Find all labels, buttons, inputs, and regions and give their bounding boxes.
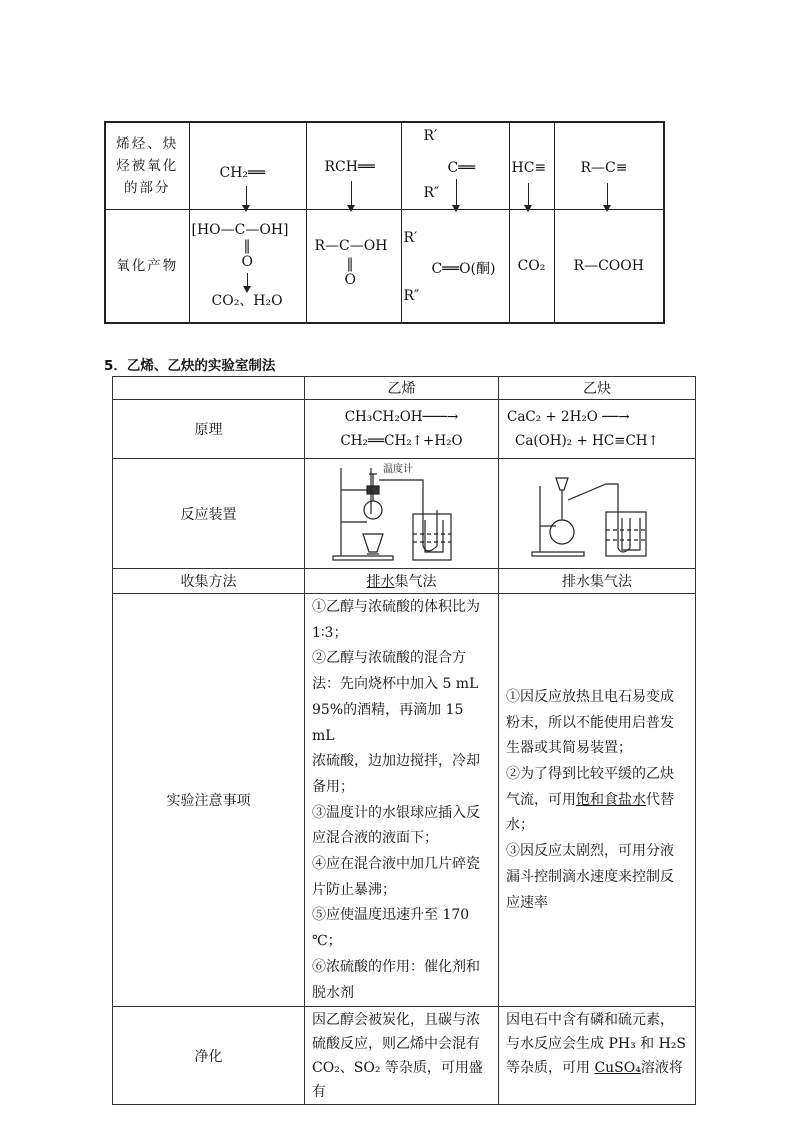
- acetylene-note-line: 粉末，所以不能使用启普发: [506, 714, 674, 731]
- acetylene-note-line: ③因反应太剧烈，可用分液: [506, 843, 674, 860]
- ethylene-note-line: 片防止暴沸；: [312, 881, 396, 898]
- acetylene-equation: [499, 400, 696, 459]
- purify-line: 硫酸反应，则乙烯中会混有: [312, 1036, 480, 1053]
- ethylene-apparatus: [305, 459, 499, 569]
- ethylene-note-line: 应混合液的液面下；: [312, 830, 438, 847]
- oxidation-table: [104, 121, 665, 324]
- ethylene-note-line: ⑤应使温度迅速升至 170: [312, 907, 470, 924]
- cell-rc-top: [554, 122, 664, 210]
- note-underlined: 饱和食盐水: [576, 791, 646, 808]
- label-purification: 净化: [113, 1007, 305, 1105]
- purify-line: [506, 1056, 687, 1080]
- purify-line: 因乙醇会被炭化，且碳与浓: [312, 1012, 480, 1029]
- formula-c: C══: [447, 160, 476, 176]
- cell-rcooh-product: [554, 210, 664, 324]
- acetylene-collection: 排水集气法: [499, 569, 696, 594]
- thermometer-label: 温度计: [382, 463, 413, 475]
- collect-underlined: 排水: [366, 574, 395, 590]
- acetylene-note-line: 应速率: [506, 894, 548, 911]
- cell-co2-product: [509, 210, 554, 324]
- oxygen: O: [241, 254, 253, 270]
- ethylene-note-line: 脱水剂: [312, 984, 354, 1001]
- purify-text: 溶液将: [640, 1060, 683, 1077]
- ethylene-note-line: ②乙醇与浓硫酸的混合方: [312, 650, 466, 667]
- arrow-down: [246, 186, 247, 206]
- ethylene-note-line: ④应在混合液中加几片碎瓷: [312, 856, 480, 873]
- double-bond: ‖: [346, 256, 354, 272]
- cell-hc-top: [509, 122, 554, 210]
- formula-ch2: CH₂══: [219, 165, 265, 181]
- label-collection: 收集方法: [113, 569, 305, 594]
- header-empty: [113, 377, 305, 400]
- acetylene-eq-line1: CaC₂ + 2H₂O ──→: [507, 409, 630, 425]
- purify-underlined: CuSO₄: [594, 1060, 641, 1077]
- oxygen: O: [344, 272, 356, 288]
- note-text: 代替: [646, 791, 674, 808]
- ethylene-equation: [305, 400, 499, 459]
- ethylene-note-line: ①乙醇与浓硫酸的体积比为: [312, 599, 480, 615]
- ethylene-apparatus-diagram: [327, 460, 477, 564]
- purify-line: CO₂、SO₂ 等杂质，可用盛有: [312, 1060, 483, 1101]
- acetylene-eq-line2: Ca(OH)₂ + HC≡CH↑: [515, 433, 659, 449]
- formula-co2: CO₂: [517, 258, 546, 274]
- formula-carboxylic-acid: R—C—OH: [314, 238, 388, 254]
- formula-ketone: C══O(酮): [431, 261, 496, 277]
- formula-carbonic-acid: [HO—C—OH]: [191, 222, 289, 238]
- purify-text: 等杂质，可用: [506, 1060, 595, 1077]
- acetylene-apparatus-diagram: [522, 460, 672, 564]
- label-notes: 实验注意事项: [113, 594, 305, 1007]
- cell-rch-top: [306, 122, 401, 210]
- acetylene-purification: [499, 1007, 696, 1105]
- label-principle: 原理: [113, 400, 305, 459]
- note-text: 气流，可用: [506, 791, 576, 808]
- lab-prep-table: [112, 376, 696, 1105]
- ethylene-purification: [305, 1007, 499, 1105]
- cell-ch2-product: [189, 210, 306, 324]
- ethylene-note-line: 法：先向烧杯中加入 5 mL: [312, 676, 479, 693]
- ethylene-note-line: ℃；: [312, 933, 342, 950]
- label-apparatus: 反应装置: [113, 459, 305, 569]
- ethylene-notes: [305, 594, 499, 1007]
- arrow-down: [456, 179, 457, 206]
- acetylene-notes-part1: [506, 685, 687, 788]
- ethylene-note-line: 备用；: [312, 778, 354, 795]
- formula-rc: R—C≡: [580, 160, 628, 176]
- ethylene-note-line: 浓硫酸，边加边搅拌，冷却: [312, 753, 480, 770]
- purify-line: 因电石中含有磷和硫元素，: [506, 1012, 674, 1029]
- acetylene-apparatus: [499, 459, 696, 569]
- cell-ch2-top: [189, 122, 306, 210]
- header-ethylene: 乙烯: [305, 377, 499, 400]
- row-label-product: [105, 210, 189, 324]
- arrow-down: [607, 183, 608, 206]
- acetylene-note-line: 漏斗控制滴水速度来控制反: [506, 868, 674, 885]
- ethylene-eq-line2: CH₂══CH₂↑+H₂O: [340, 433, 463, 449]
- ethylene-note-line: ⑥浓硫酸的作用：催化剂和: [312, 958, 480, 975]
- collect-rest: 集气法: [394, 574, 437, 590]
- ethylene-note-line: ③温度计的水银球应插入反: [312, 804, 480, 821]
- r-double-prime: R″: [403, 288, 420, 304]
- header-acetylene: 乙炔: [499, 377, 696, 400]
- ethylene-note-line: 1∶3；: [312, 624, 348, 641]
- r-prime: R′: [423, 128, 438, 144]
- formula-rcooh: R—COOH: [573, 258, 644, 274]
- purify-line: 与水反应会生成 PH₃ 和 H₂S: [506, 1036, 687, 1053]
- arrow-down: [351, 181, 352, 206]
- acetylene-notes: [499, 594, 696, 1007]
- ethylene-collection: [305, 569, 499, 594]
- formula-rch: RCH══: [324, 159, 375, 175]
- row-label-text: 氧化产物: [116, 258, 179, 274]
- acetylene-note-line: ①因反应放热且电石易变成: [506, 688, 674, 705]
- acetylene-note-line: ②为了得到比较平缓的乙炔: [506, 766, 674, 783]
- cell-ketone-top: [401, 122, 509, 210]
- arrow-down: [247, 273, 248, 287]
- acetylene-note-line: 水；: [506, 817, 534, 834]
- ethylene-eq-line1: CH₃CH₂OH───→: [344, 409, 459, 425]
- formula-co2-h2o: CO₂、H₂O: [211, 293, 283, 309]
- cell-acid-product: [306, 210, 401, 324]
- acetylene-notes-part3: [506, 813, 687, 916]
- section-heading: 5．乙烯、乙炔的实验室制法: [104, 358, 276, 374]
- r-prime: R′: [403, 230, 418, 246]
- arrow-down: [528, 183, 529, 206]
- acetylene-note-line: 生器或其简易装置；: [506, 740, 632, 757]
- formula-hc: HC≡: [511, 160, 547, 176]
- row-label-text: 烯烃、炔烃被氧化的部分: [116, 136, 179, 196]
- acetylene-note-line: [506, 788, 687, 814]
- cell-ketone-product: [401, 210, 509, 324]
- ethylene-note-line: 95%的酒精，再滴加 15 mL: [312, 701, 464, 744]
- row-label-oxidized-part: [105, 122, 189, 210]
- double-bond: ‖: [243, 238, 251, 254]
- r-double-prime: R″: [423, 185, 440, 201]
